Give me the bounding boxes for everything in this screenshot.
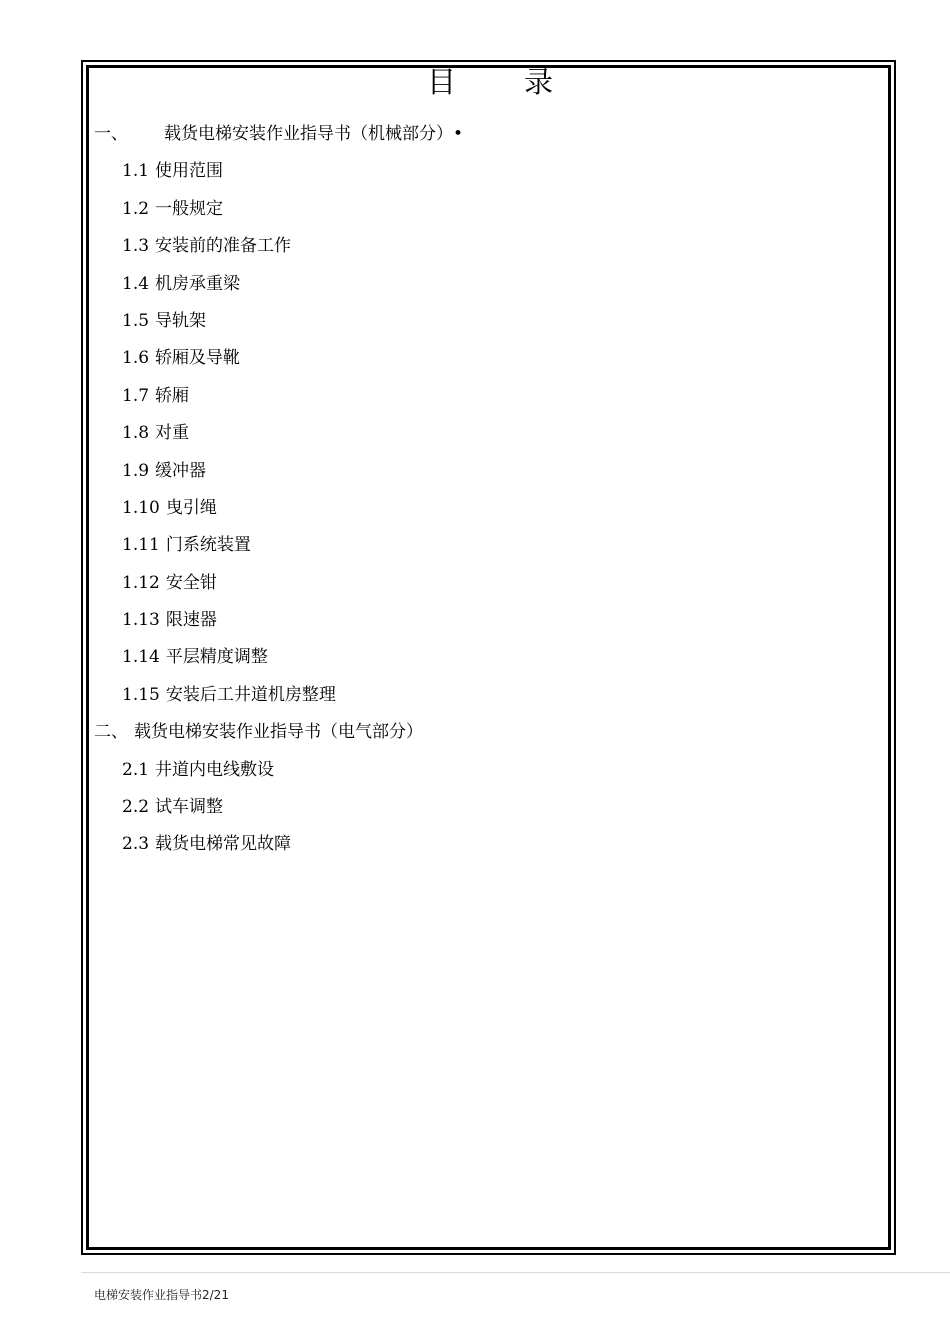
toc-entry-text: 井道内电线敷设 <box>155 759 275 780</box>
toc-subsection-item <box>94 453 463 490</box>
toc-entry-number: 2.2 <box>122 797 150 818</box>
toc-entry-text: 一般规定 <box>155 198 224 219</box>
toc-entry-number: 1.5 <box>122 310 150 331</box>
toc-subsection-item <box>94 191 463 228</box>
toc-subsection-item <box>94 752 463 789</box>
toc-entry-text: 安全钳 <box>165 572 217 593</box>
toc-section-heading <box>94 714 463 751</box>
toc-subsection-item <box>94 415 463 452</box>
toc-entry-number: 1.4 <box>122 273 150 294</box>
toc-entry-text: 门系统装置 <box>165 535 251 556</box>
toc-entry-number: 1.14 <box>122 647 160 668</box>
toc-entry-text: 曳引绳 <box>165 497 217 518</box>
toc-entry-text: 平层精度调整 <box>165 647 268 668</box>
toc-entry-text: 安装前的准备工作 <box>155 236 292 257</box>
toc-entry-text: 机房承重梁 <box>155 273 241 294</box>
toc-subsection-item <box>94 527 463 564</box>
toc-title <box>0 62 950 102</box>
toc-entry-text: 缓冲器 <box>155 460 207 481</box>
toc-entry-number: 2.3 <box>122 834 150 855</box>
toc-entry-number: 一、 <box>94 124 128 144</box>
toc-entry-number: 1.13 <box>122 610 160 631</box>
toc-subsection-item <box>94 266 463 303</box>
toc-entry-text: 载货电梯常见故障 <box>155 834 292 855</box>
toc-entry-text: 载货电梯安装作业指导书（电气部分） <box>134 722 423 743</box>
toc-entry-text: 轿厢及导靴 <box>155 348 241 369</box>
toc-entry-number: 1.7 <box>122 385 150 406</box>
toc-entry-text: 对重 <box>155 423 190 444</box>
toc-title-part-2: 录 <box>524 65 554 99</box>
toc-list <box>94 116 463 864</box>
toc-entry-number: 1.12 <box>122 572 160 593</box>
toc-subsection-item <box>94 378 463 415</box>
toc-entry-number: 1.15 <box>122 684 160 705</box>
toc-entry-number: 1.11 <box>122 535 160 556</box>
toc-entry-text: 限速器 <box>165 610 217 631</box>
page-footer: 电梯安装作业指导书2/21 <box>94 1288 229 1302</box>
toc-section-heading <box>94 116 463 153</box>
toc-subsection-item <box>94 565 463 602</box>
toc-title-part-1: 目 <box>426 65 456 99</box>
toc-entry-number: 2.1 <box>122 759 150 780</box>
toc-subsection-item <box>94 602 463 639</box>
toc-subsection-item <box>94 340 463 377</box>
toc-entry-number: 1.1 <box>122 161 150 182</box>
toc-entry-number: 1.3 <box>122 236 150 257</box>
toc-entry-text: 使用范围 <box>155 161 224 182</box>
toc-entry-text: 轿厢 <box>155 385 190 406</box>
toc-subsection-item <box>94 490 463 527</box>
toc-subsection-item <box>94 639 463 676</box>
toc-entry-number: 1.9 <box>122 460 150 481</box>
toc-entry-text: 安装后工井道机房整理 <box>165 684 336 705</box>
footer-divider <box>81 1272 950 1273</box>
toc-entry-number: 1.10 <box>122 497 160 518</box>
toc-subsection-item <box>94 153 463 190</box>
toc-entry-text: 载货电梯安装作业指导书（机械部分）• <box>164 124 464 144</box>
toc-subsection-item <box>94 789 463 826</box>
toc-entry-number: 1.2 <box>122 198 150 219</box>
toc-entry-text: 试车调整 <box>155 797 224 818</box>
toc-subsection-item <box>94 677 463 714</box>
toc-subsection-item <box>94 228 463 265</box>
toc-entry-text: 导轨架 <box>155 310 207 331</box>
toc-subsection-item <box>94 826 463 863</box>
toc-subsection-item <box>94 303 463 340</box>
toc-entry-number: 1.8 <box>122 423 150 444</box>
toc-entry-number: 1.6 <box>122 348 150 369</box>
toc-entry-number: 二、 <box>94 722 128 743</box>
